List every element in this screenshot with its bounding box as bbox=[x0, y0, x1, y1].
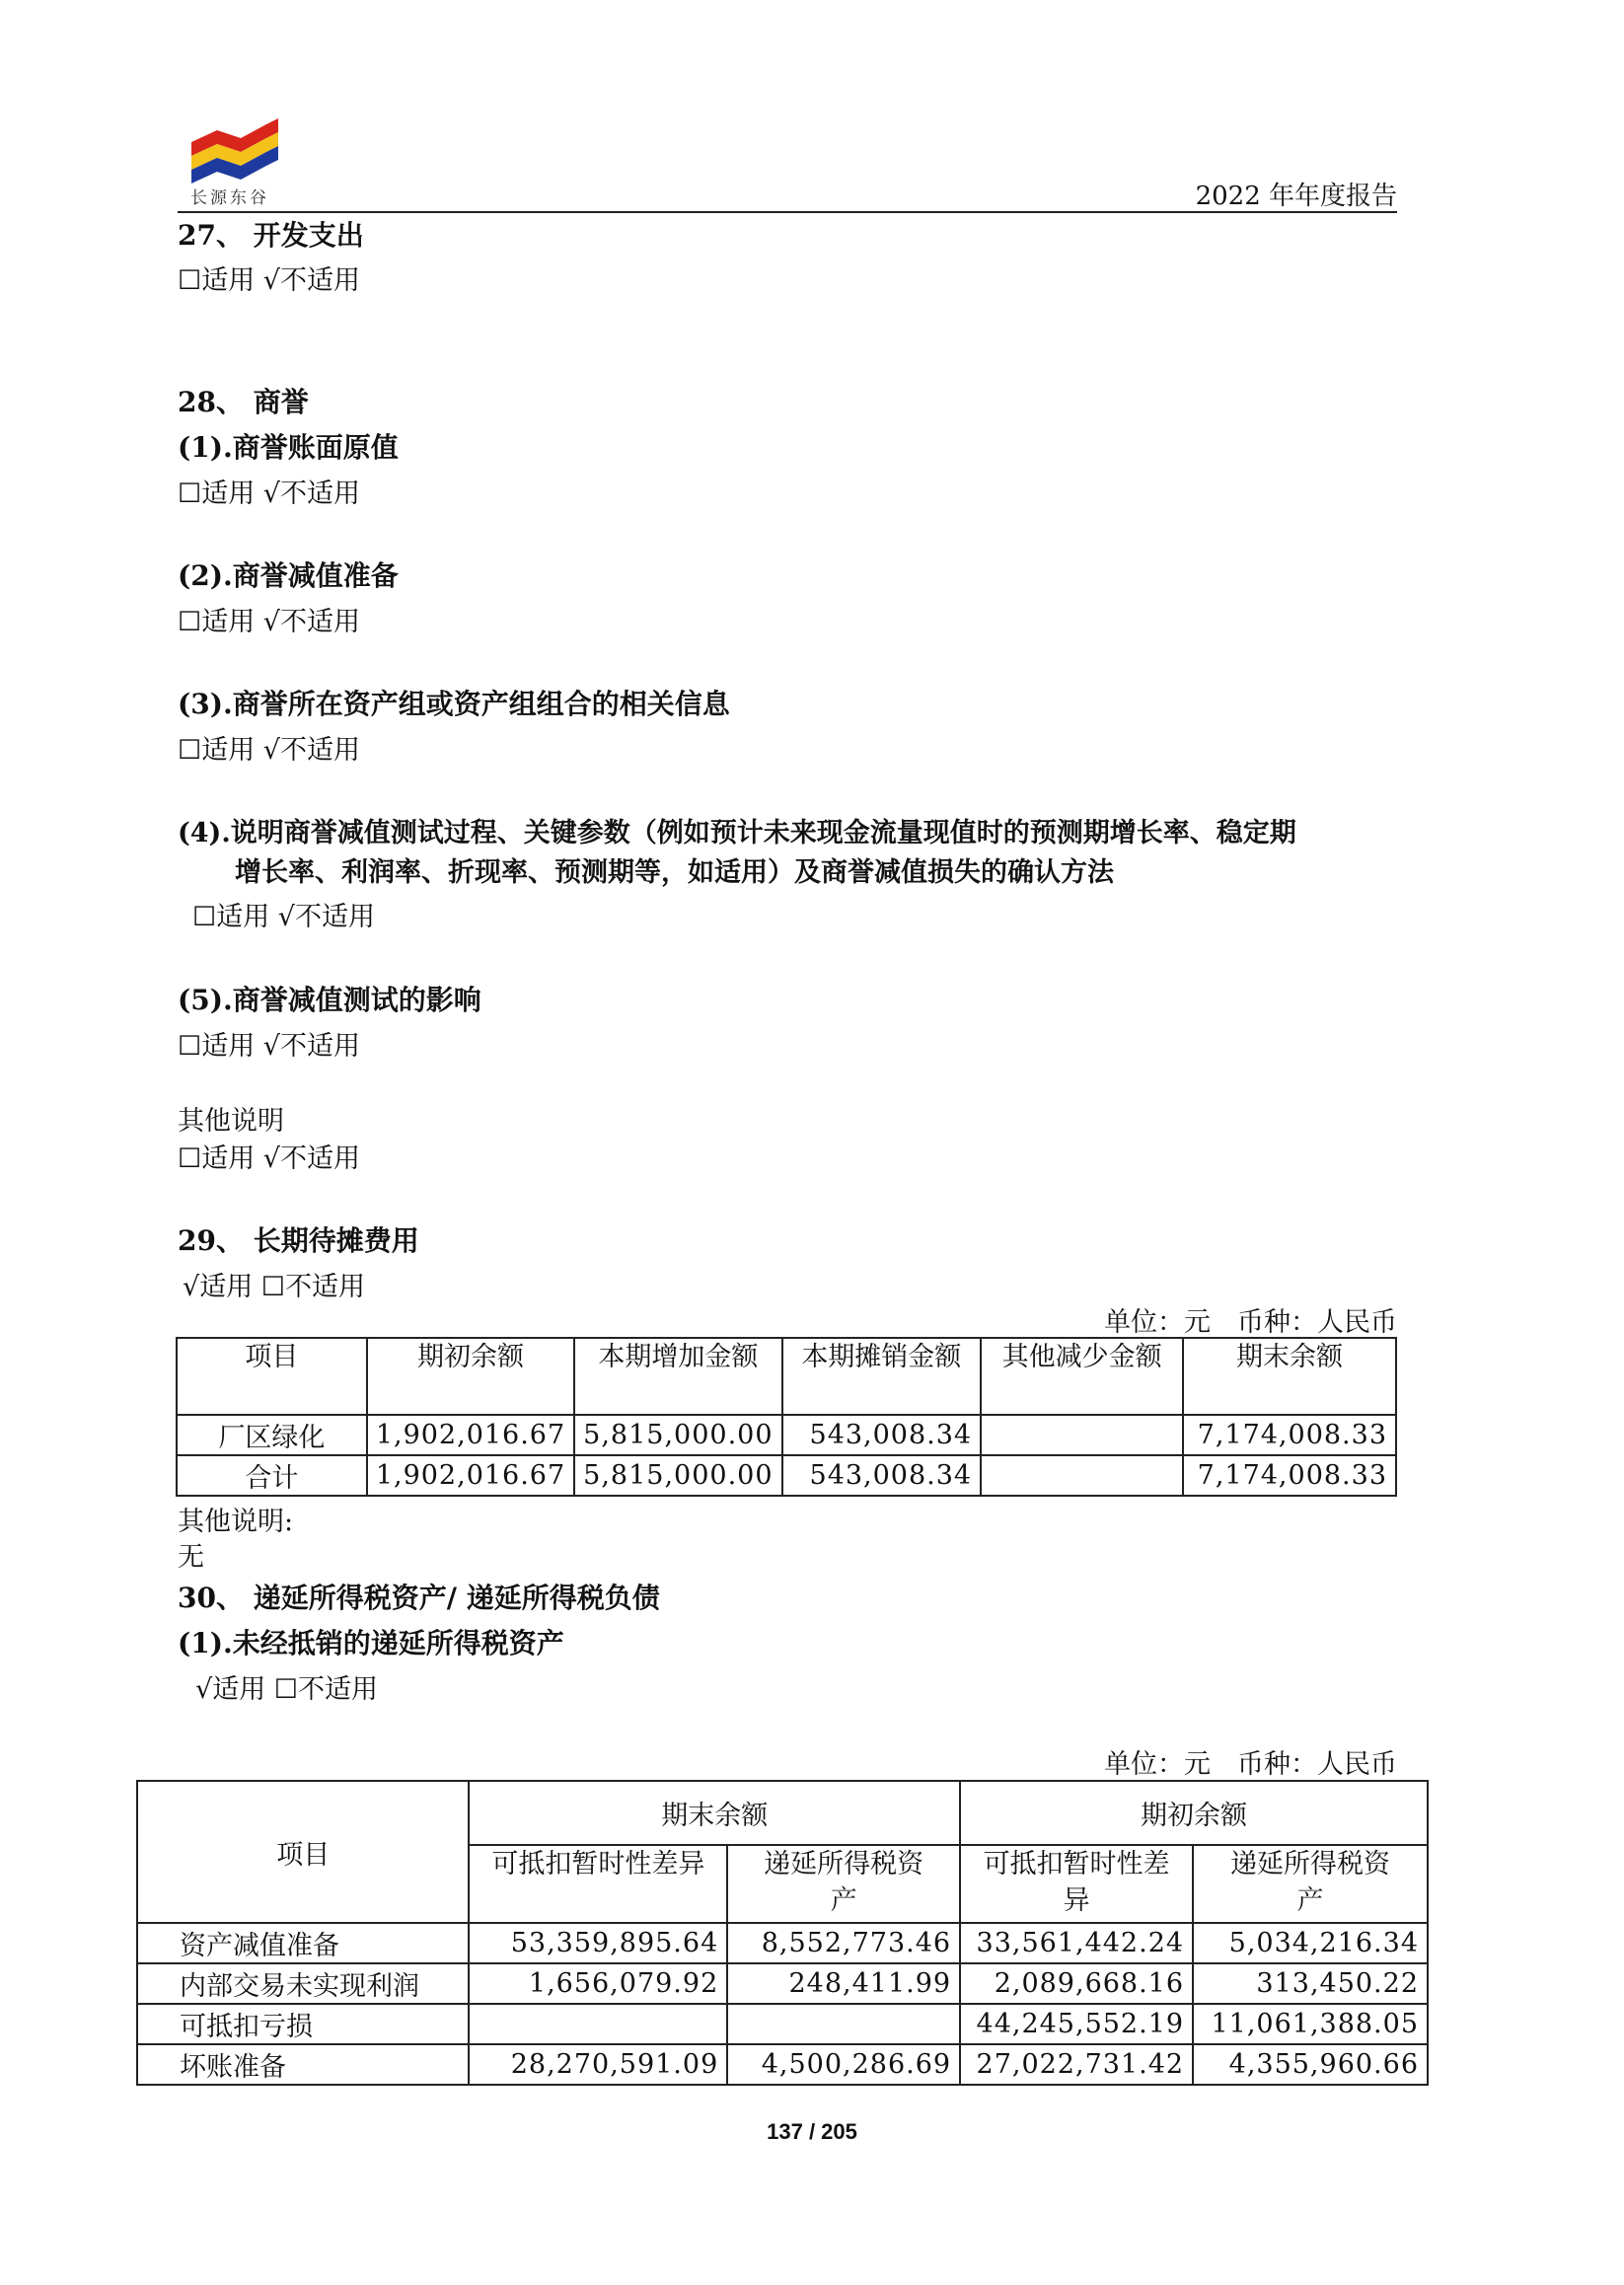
header-opening-balance: 期初余额 bbox=[367, 1338, 574, 1415]
section-27-title: 27、 开发支出 bbox=[178, 219, 364, 252]
section-28-other-label: 其他说明 bbox=[178, 1106, 284, 1137]
row-item: 内部交易未实现利润 bbox=[137, 1963, 469, 2004]
section-28-1-status: ☐适用 √不适用 bbox=[178, 479, 360, 509]
section-30-1-status: √适用 ☐不适用 bbox=[195, 1674, 378, 1705]
row-cell: 4,355,960.66 bbox=[1193, 2044, 1428, 2085]
section-28-1-title: (1).商誉账面原值 bbox=[178, 431, 399, 464]
section-29-other-value: 无 bbox=[178, 1542, 204, 1573]
header-deferred-asset: 递延所得税资产 bbox=[1193, 1845, 1428, 1923]
section-29-title: 29、 长期待摊费用 bbox=[178, 1224, 419, 1257]
deferred-tax-assets-table bbox=[136, 1780, 1429, 2086]
logo-text: 长源东谷 bbox=[190, 188, 269, 208]
section-29-other-label: 其他说明: bbox=[178, 1507, 294, 1537]
row-cell: 44,245,552.19 bbox=[960, 2004, 1193, 2044]
section-28-other-status: ☐适用 √不适用 bbox=[178, 1143, 360, 1174]
header-closing-group: 期末余额 bbox=[469, 1781, 960, 1845]
row-item: 厂区绿化 bbox=[177, 1415, 367, 1455]
row-cell: 7,174,008.33 bbox=[1183, 1415, 1396, 1455]
page-number: 137 / 205 bbox=[767, 2119, 857, 2144]
section-30-unit: 单位：元 币种：人民币 bbox=[1104, 1749, 1397, 1780]
section-30-1-title: (1).未经抵销的递延所得税资产 bbox=[178, 1627, 564, 1659]
row-cell: 5,815,000.00 bbox=[574, 1415, 781, 1455]
section-28-3-status: ☐适用 √不适用 bbox=[178, 735, 360, 766]
row-cell: 8,552,773.46 bbox=[727, 1923, 960, 1963]
row-cell bbox=[727, 2004, 960, 2044]
table-group-header-row bbox=[137, 1781, 1428, 1845]
header-amortization: 本期摊销金额 bbox=[782, 1338, 982, 1415]
header-item: 项目 bbox=[137, 1781, 469, 1923]
section-28-5-title: (5).商誉减值测试的影响 bbox=[178, 984, 481, 1016]
row-cell: 543,008.34 bbox=[782, 1415, 982, 1455]
row-cell: 313,450.22 bbox=[1193, 1963, 1428, 2004]
section-28-5-status: ☐适用 √不适用 bbox=[178, 1031, 360, 1062]
row-cell bbox=[981, 1455, 1183, 1496]
header-divider bbox=[178, 211, 1397, 213]
header-deductible-diff: 可抵扣暂时性差异 bbox=[960, 1845, 1193, 1923]
section-28-2-title: (2).商誉减值准备 bbox=[178, 559, 399, 592]
section-28-4-status: ☐适用 √不适用 bbox=[192, 902, 375, 932]
row-item: 资产减值准备 bbox=[137, 1923, 469, 1963]
row-cell bbox=[469, 2004, 727, 2044]
header-item: 项目 bbox=[177, 1338, 367, 1415]
header-deductible-diff: 可抵扣暂时性差异 bbox=[469, 1845, 727, 1923]
header-closing-balance: 期末余额 bbox=[1183, 1338, 1396, 1415]
row-cell: 27,022,731.42 bbox=[960, 2044, 1193, 2085]
row-item: 合计 bbox=[177, 1455, 367, 1496]
section-28-4-title-line1: (4).说明商誉减值测试过程、关键参数（例如预计未来现金流量现值时的预测期增长率、稳定期 bbox=[178, 818, 1296, 848]
row-cell: 5,034,216.34 bbox=[1193, 1923, 1428, 1963]
report-title: 2022 年年度报告 bbox=[1195, 182, 1397, 211]
row-cell: 2,089,668.16 bbox=[960, 1963, 1193, 2004]
header-deferred-asset: 递延所得税资产 bbox=[727, 1845, 960, 1923]
section-29-status: √适用 ☐不适用 bbox=[183, 1272, 365, 1302]
row-cell: 28,270,591.09 bbox=[469, 2044, 727, 2085]
row-cell: 11,061,388.05 bbox=[1193, 2004, 1428, 2044]
row-item: 坏账准备 bbox=[137, 2044, 469, 2085]
row-item: 可抵扣亏损 bbox=[137, 2004, 469, 2044]
row-cell: 33,561,442.24 bbox=[960, 1923, 1193, 1963]
long-term-prepaid-table bbox=[176, 1337, 1397, 1497]
header-other-decrease: 其他减少金额 bbox=[981, 1338, 1183, 1415]
table-row bbox=[137, 1963, 1428, 2004]
section-28-4-title-line2: 增长率、利润率、折现率、预测期等，如适用）及商誉减值损失的确认方法 bbox=[235, 857, 1114, 888]
header-increase: 本期增加金额 bbox=[574, 1338, 781, 1415]
table-row bbox=[137, 2044, 1428, 2085]
table-row bbox=[137, 2004, 1428, 2044]
table-row bbox=[177, 1455, 1396, 1496]
row-cell: 5,815,000.00 bbox=[574, 1455, 781, 1496]
header-opening-group: 期初余额 bbox=[960, 1781, 1428, 1845]
section-27-status: ☐适用 √不适用 bbox=[178, 265, 360, 296]
table-header-row bbox=[177, 1338, 1396, 1415]
section-30-title: 30、 递延所得税资产/ 递延所得税负债 bbox=[178, 1582, 660, 1614]
row-cell: 53,359,895.64 bbox=[469, 1923, 727, 1963]
row-cell: 248,411.99 bbox=[727, 1963, 960, 2004]
section-29-unit: 单位：元 币种：人民币 bbox=[1104, 1307, 1397, 1338]
row-cell: 1,902,016.67 bbox=[367, 1415, 574, 1455]
row-cell: 1,902,016.67 bbox=[367, 1455, 574, 1496]
row-cell: 1,656,079.92 bbox=[469, 1963, 727, 2004]
table-row bbox=[137, 1923, 1428, 1963]
section-28-3-title: (3).商誉所在资产组或资产组组合的相关信息 bbox=[178, 688, 730, 720]
section-28-title: 28、 商誉 bbox=[178, 386, 309, 418]
row-cell bbox=[981, 1415, 1183, 1455]
row-cell: 4,500,286.69 bbox=[727, 2044, 960, 2085]
section-28-2-status: ☐适用 √不适用 bbox=[178, 607, 360, 637]
table-row bbox=[177, 1415, 1396, 1455]
row-cell: 543,008.34 bbox=[782, 1455, 982, 1496]
row-cell: 7,174,008.33 bbox=[1183, 1455, 1396, 1496]
